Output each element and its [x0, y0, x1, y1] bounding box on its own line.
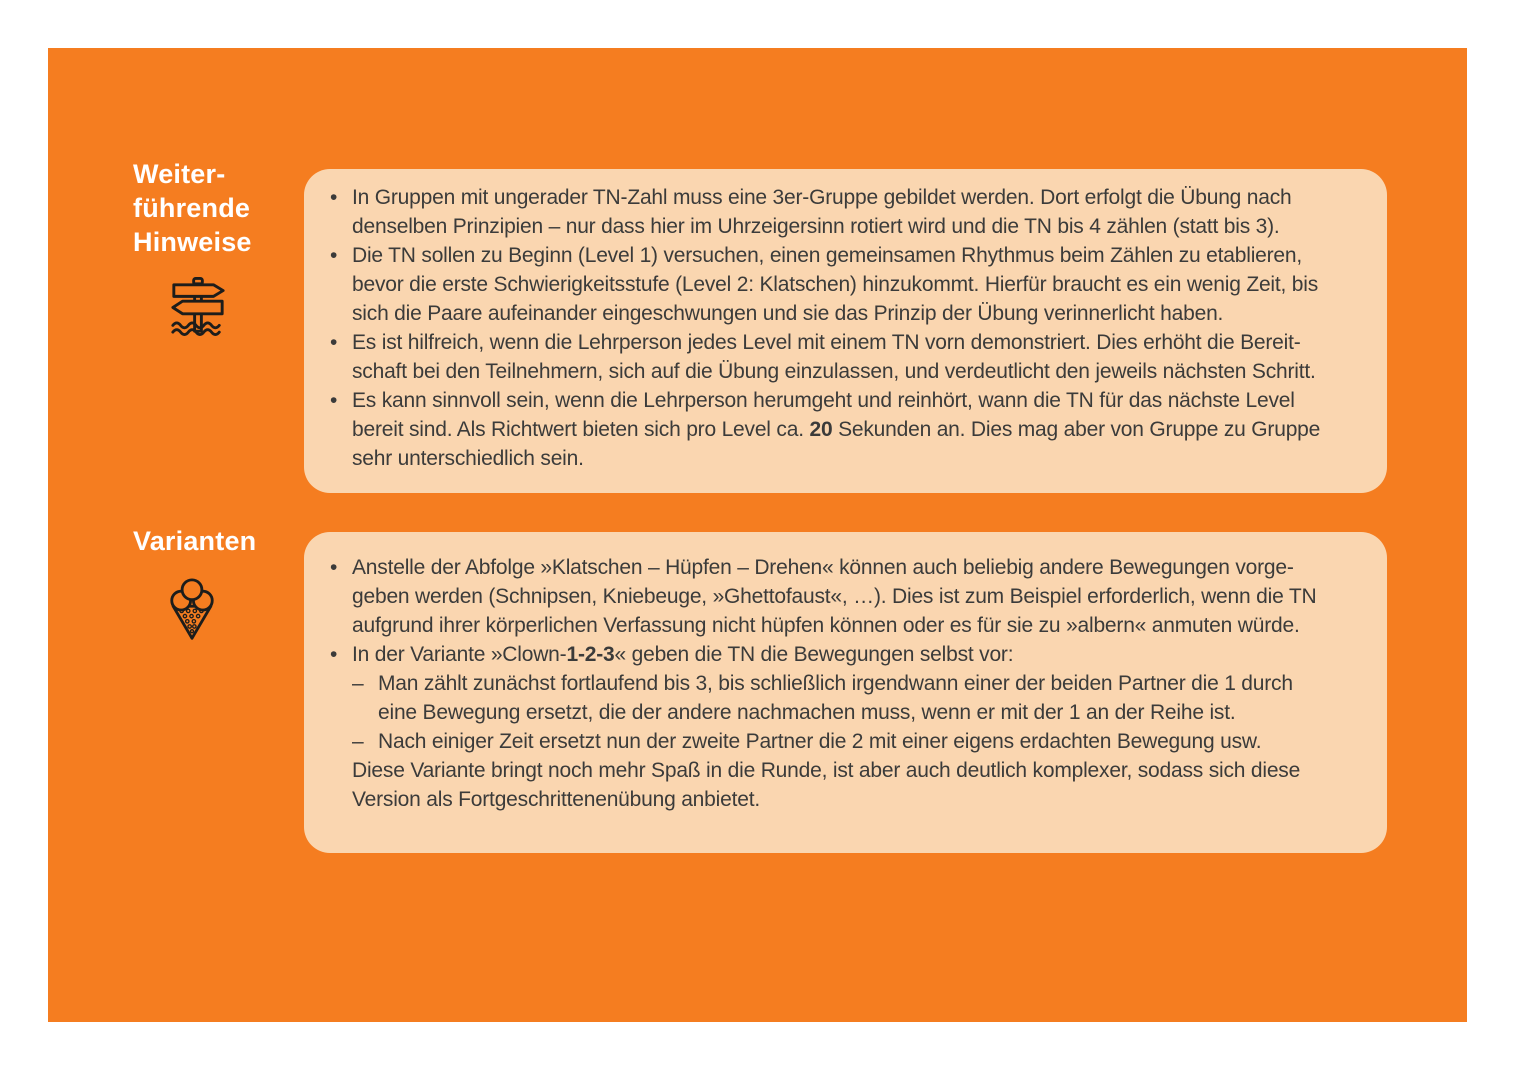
text-line: aufgrund ihrer körperlichen Verfassung nicht hüpfen können oder es für sie zu »albern« anmuten würde.	[352, 614, 1300, 637]
text-line: Anstelle der Abfolge »Klatschen – Hüpfen – Drehen« können auch beliebig andere Bewegungen vorge-	[352, 556, 1294, 579]
text-line: sehr unterschiedlich sein.	[352, 447, 584, 470]
section-1-list	[330, 553, 1357, 814]
bullet-marker: •	[330, 643, 338, 666]
bullet-marker: •	[330, 331, 338, 354]
dash-marker: –	[352, 730, 364, 753]
section-0-list	[330, 183, 1357, 473]
bullet-item	[330, 241, 1357, 328]
section-1-heading: Varianten	[133, 526, 257, 556]
text-line: Es kann sinnvoll sein, wenn die Lehrperson herumgeht und reinhört, wann die TN für das nächste Level	[352, 389, 1295, 412]
text-line: In der Variante »Clown-1-2-3« geben die TN die Bewegungen selbst vor:	[352, 643, 1014, 666]
text-line: Nach einiger Zeit ersetzt nun der zweite Partner die 2 mit einer eigens erdachten Bewegung usw.	[378, 730, 1262, 753]
text-line: Version als Fortgeschrittenenübung anbietet.	[352, 788, 760, 811]
bullet-marker: •	[330, 389, 338, 412]
hinweise-box	[304, 169, 1387, 493]
bullet-marker: •	[330, 556, 338, 579]
bullet-marker: •	[330, 244, 338, 267]
orange-panel	[48, 48, 1467, 1022]
text-line: Es ist hilfreich, wenn die Lehrperson jedes Level mit einem TN vorn demonstriert. Dies erhöht die Bereit-	[352, 331, 1301, 354]
text-line: sich die Paare aufeinander eingeschwungen und sie das Prinzip der Übung verinnerlicht haben.	[352, 302, 1224, 325]
bullet-item	[330, 553, 1357, 640]
text-line: Man zählt zunächst fortlaufend bis 3, bis schließlich irgendwann einer der beiden Partner die 1 durch	[378, 672, 1293, 695]
text-line: schaft bei den Teilnehmern, sich auf die Übung einzulassen, und verdeutlicht den jeweils nächsten Schritt.	[352, 360, 1316, 383]
bullet-marker: •	[330, 186, 338, 209]
signpost-icon	[169, 277, 227, 337]
section-0-heading: Weiter- führende Hinweise	[133, 159, 252, 257]
text-line: In Gruppen mit ungerader TN-Zahl muss eine 3er-Gruppe gebildet werden. Dort erfolgt die Übung nach	[352, 186, 1292, 209]
text-line: denselben Prinzipien – nur dass hier im Uhrzeigersinn rotiert wird und die TN bis 4 zählen (statt bis 3).	[352, 215, 1280, 238]
text-line: eine Bewegung ersetzt, die der andere nachmachen muss, wenn er mit der 1 an der Reihe ist.	[378, 701, 1236, 724]
text-line: geben werden (Schnipsen, Kniebeuge, »Ghettofaust«, …). Dies ist zum Beispiel erforderlich, wenn die TN	[352, 585, 1317, 608]
ice-cream-icon	[169, 578, 215, 642]
text-line: bereit sind. Als Richtwert bieten sich pro Level ca. 20 Sekunden an. Dies mag aber von Gruppe zu Gruppe	[352, 418, 1321, 441]
bullet-item	[330, 183, 1357, 241]
dash-subitem	[352, 727, 1357, 756]
text-line: Die TN sollen zu Beginn (Level 1) versuchen, einen gemeinsamen Rhythmus beim Zählen zu etablieren,	[352, 244, 1303, 267]
bullet-item	[330, 640, 1357, 814]
varianten-box	[304, 532, 1387, 853]
dash-subitem	[352, 669, 1357, 727]
dash-marker: –	[352, 672, 364, 695]
text-line: Diese Variante bringt noch mehr Spaß in die Runde, ist aber auch deutlich komplexer, sodass sich diese	[352, 759, 1301, 782]
bullet-item	[330, 328, 1357, 386]
text-line: bevor die erste Schwierigkeitsstufe (Level 2: Klatschen) hinzukommt. Hierfür braucht es ein wenig Zeit, bis	[352, 273, 1319, 296]
bullet-item	[330, 386, 1357, 473]
